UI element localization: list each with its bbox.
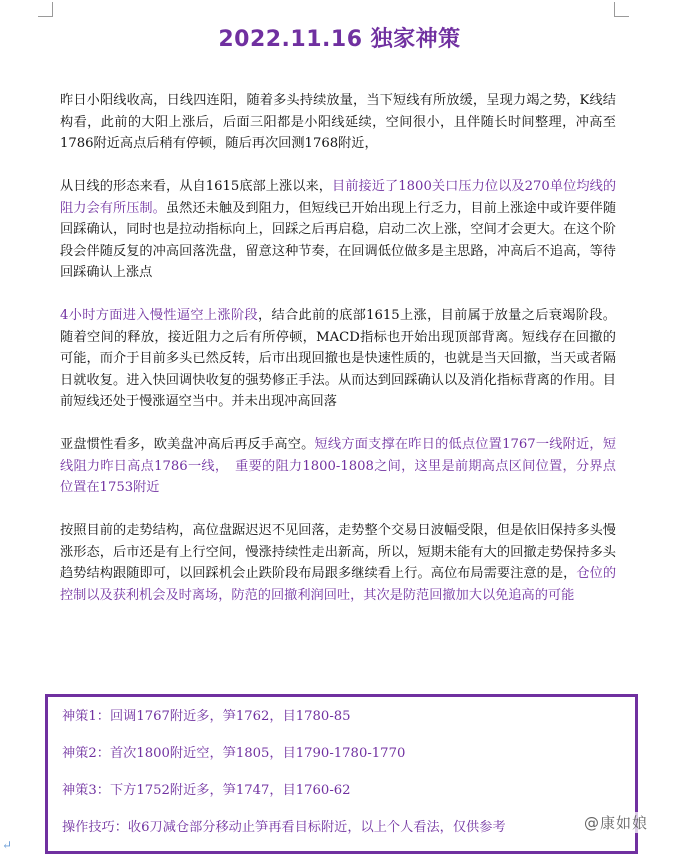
paragraph-text: 按照目前的走势结构，高位盘踞迟迟不见回落，走势整个交易日波幅受限，但是依旧保持多头慢涨形态，后市还是有上行空间，慢涨持续性走出新高，所以，短期未能有大的回撤走势保持多头趋势结构跟随即可，以回踩机会止跌阶段布局跟多继续看上行。高位布局需要注意的是， <box>60 523 616 581</box>
paragraph-highlight: 仓位的控制以及获利机会及时离场，防范的回撤利润回吐，其次是防范回撤加大以免追高的可能 <box>60 566 617 603</box>
strategy-line-2: 神策2：首次1800附近空，笋1805，目1790-1780-1770 <box>62 746 406 761</box>
page-corner-mark <box>614 2 629 17</box>
paragraph-highlight: 目前接近了1800关口压力位以及270单位均线的阻力会有所压制。 <box>60 179 617 216</box>
paragraph-4 <box>60 434 616 499</box>
strategy-line-3: 神策3：下方1752附近多，笋1747，目1760-62 <box>62 783 351 798</box>
paragraph-text: 虽然还未触及到阻力，但短线已开始出现上行乏力，目前上涨途中或许要伴随回踩确认，同时也是拉动指标向上，回踩之后再启稳，启动二次上涨，空间才会更大。在这个阶段会伴随反复的冲高回落洗盘，留意这种节奏，在回调低位做多是主思路，冲高后不追高，等待回踩确认上涨点 <box>60 200 617 280</box>
analysis-body <box>60 90 616 628</box>
page-corner-mark <box>38 2 53 17</box>
paragraph-2 <box>60 176 616 284</box>
strategy-box <box>45 694 638 854</box>
operation-tip-line: 操作技巧：收6刀减仓部分移动止笋再看目标附近，以上个人看法，仅供参考 <box>62 820 506 835</box>
paragraph-highlight: 4小时方面进入慢性逼空上涨阶段 <box>60 308 258 323</box>
strategy-line-1: 神策1：回调1767附近多，笋1762，目1780-85 <box>62 709 351 724</box>
paragraph-text: 昨日小阳线收高，日线四连阳，随着多头持续放量，当下短线有所放缓，呈现力竭之势，K线结构看，此前的大阳上涨后，后面三阳都是小阳线延续，空间很小，且伴随长时间整理，冲高至1786附近高点后稍有停顿，随后再次回测1768附近， <box>60 93 616 151</box>
paragraph-text: ，结合此前的底部1615上涨，目前属于放量之后衰竭阶段。随着空间的释放，接近阻力之后有所停顿，MACD指标也开始出现顶部背离。短线存在回撤的可能，而介于目前多头已然反转，后市出现回撤也是快速性质的，也就是当天回撤，当天或者隔日就收复。进入快回调快收复的强势修正手法。从而达到回踩确认以及消化指标背离的作用。目前短线还处于慢涨逼空当中。并未出现冲高回落 <box>60 308 616 409</box>
author-watermark: @康如娘 <box>584 814 649 832</box>
paragraph-1 <box>60 90 616 155</box>
paragraph-text: 亚盘惯性看多，欧美盘冲高后再反手高空。 <box>60 437 315 452</box>
paragraph-text: 从日线的形态来看，从自1615底部上涨以来， <box>60 179 333 194</box>
paragraph-3 <box>60 305 616 413</box>
paragraph-5 <box>60 520 616 606</box>
paragraph-mark-icon: ↵ <box>2 838 13 852</box>
paragraph-highlight: 短线方面支撑在昨日的低点位置1767一线附近，短线阻力昨日高点1786一线， 重要的阻力1800-1808之间，这里是前期高点区间位置，分界点位置在1753附近 <box>60 437 617 495</box>
document-title: 2022.11.16 独家神策 <box>218 27 461 52</box>
